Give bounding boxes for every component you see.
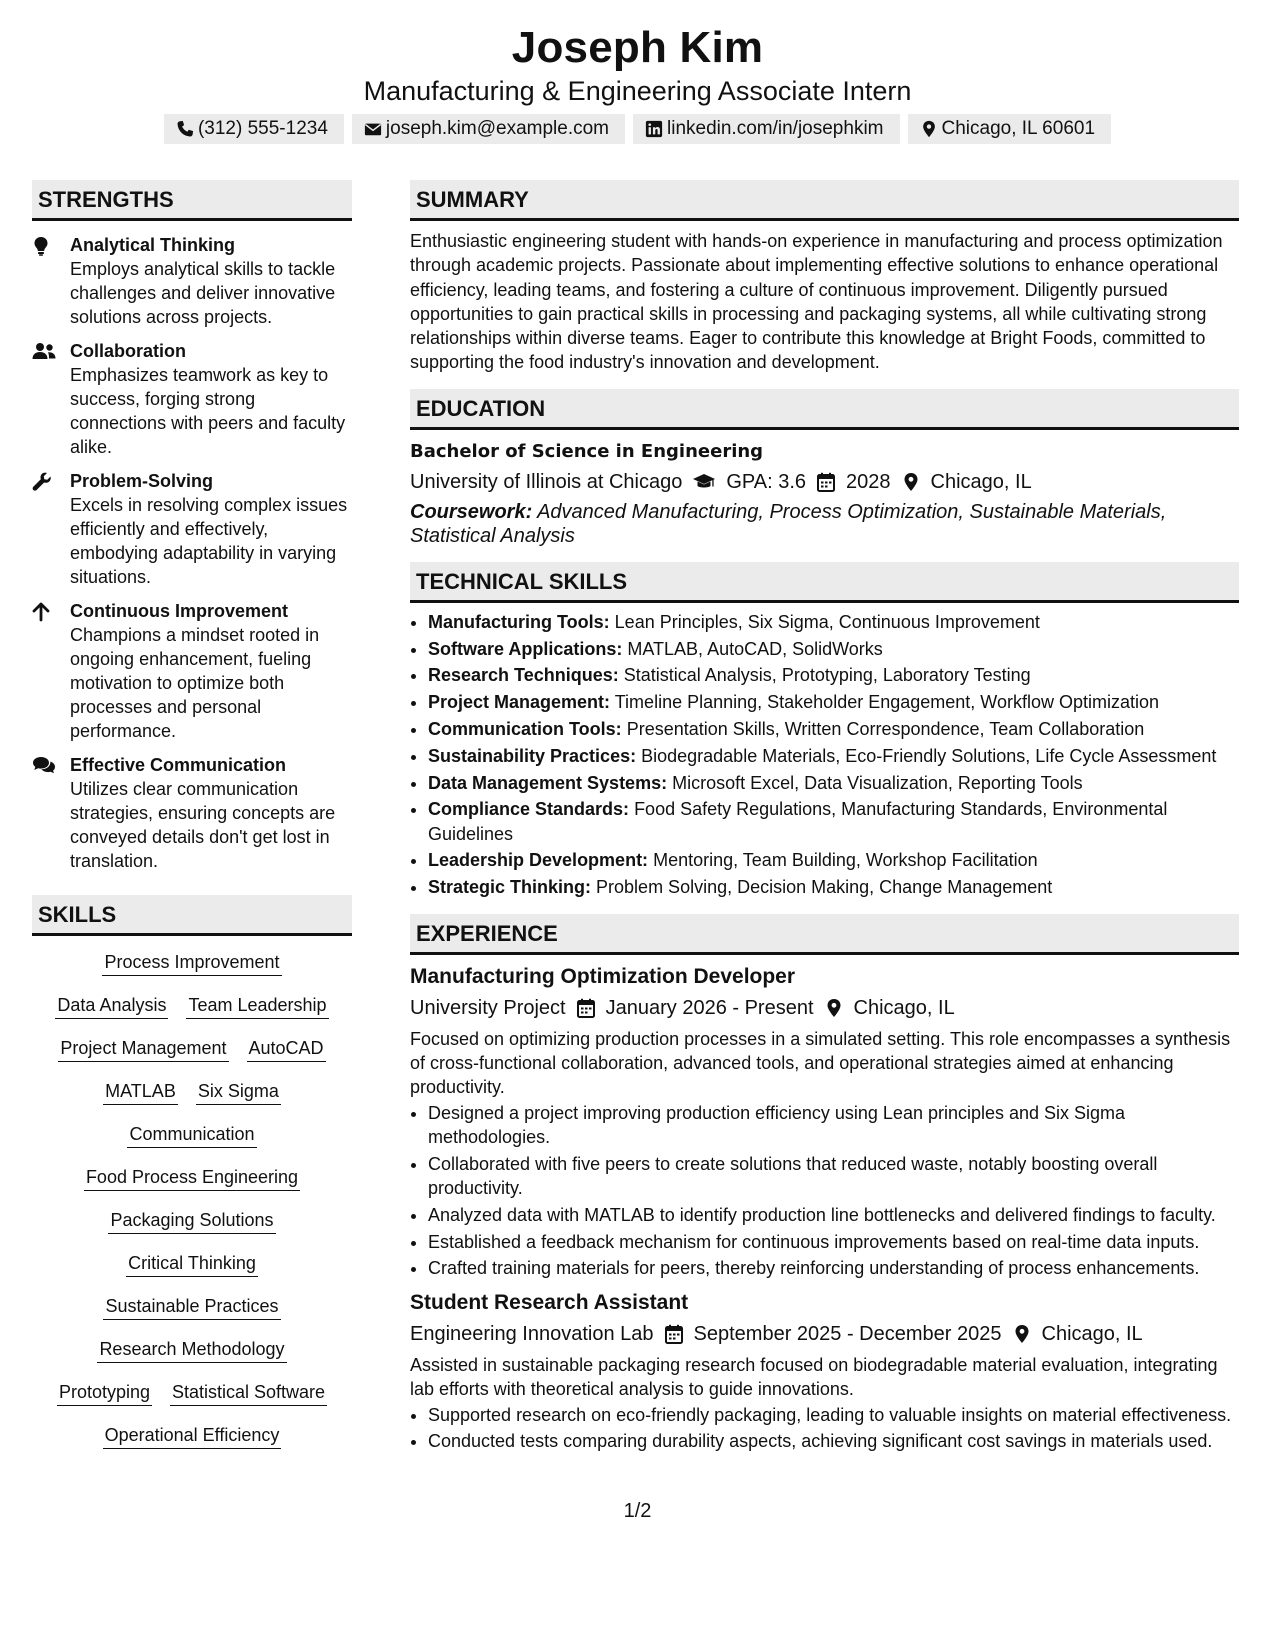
page-number: 1/2 xyxy=(623,1500,652,1522)
summary-heading: SUMMARY xyxy=(410,180,1239,221)
list-item xyxy=(428,875,1239,899)
technical-skills-heading: TECHNICAL SKILLS xyxy=(410,562,1239,603)
skill-tag: Prototyping xyxy=(57,1380,152,1406)
coursework xyxy=(410,500,1239,548)
skill-value: Biodegradable Materials, Eco-Friendly Solutions, Life Cycle Assessment xyxy=(641,745,1217,766)
strength-desc: Emphasizes teamwork as key to success, forging strong connections with peers and faculty alike. xyxy=(70,365,346,457)
skill-value: MATLAB, AutoCAD, SolidWorks xyxy=(627,638,883,659)
contact-email-text: joseph.kim@example.com xyxy=(385,118,609,139)
list-item xyxy=(428,690,1239,714)
job-description: Focused on optimizing production processes in a simulated setting. This role encompasses a synthesis of cross-functional collaboration, advanced tools, and operational strategies aimed at enhancing productivity. xyxy=(410,1028,1231,1097)
list-item: • Crafted training materials for peers, thereby reinforcing understanding of process enhancements. xyxy=(428,1256,1239,1280)
school-name: University of Illinois at Chicago xyxy=(410,470,683,493)
strength-title: Continuous Improvement xyxy=(70,601,289,621)
skill-value: Statistical Analysis, Prototyping, Laboratory Testing xyxy=(623,665,1031,686)
skill-label: Research Techniques: xyxy=(428,665,619,686)
job-meta xyxy=(410,1319,1239,1349)
technical-skills-list xyxy=(410,610,1239,900)
job-bullets xyxy=(410,1101,1239,1281)
list-item xyxy=(428,848,1239,872)
contact-phone[interactable] xyxy=(164,114,344,144)
list-item: • Conducted tests comparing durability aspects, achieving significant cost savings in materials used. xyxy=(428,1429,1239,1453)
wrench-icon xyxy=(32,472,52,492)
envelope-icon xyxy=(364,120,382,138)
job-title: Manufacturing Optimization Developer xyxy=(410,964,796,988)
job-location: Chicago, IL xyxy=(1041,1322,1143,1345)
skill-tag: Communication xyxy=(127,1122,256,1148)
graduation-cap-icon xyxy=(692,472,716,492)
map-pin-icon xyxy=(1012,1324,1032,1344)
map-pin-icon xyxy=(920,120,938,138)
skill-tag: Statistical Software xyxy=(170,1380,327,1406)
strength-item xyxy=(32,469,352,589)
skill-tag: MATLAB xyxy=(103,1079,178,1105)
skill-tag: Packaging Solutions xyxy=(108,1208,275,1234)
education-section xyxy=(410,389,1239,548)
skill-tag: Team Leadership xyxy=(186,993,328,1019)
arrow-up-icon xyxy=(32,602,50,622)
skill-label: Communication Tools: xyxy=(428,718,622,739)
strength-desc: Champions a mindset rooted in ongoing enhancement, fueling motivation to optimize both processes and personal performance. xyxy=(70,625,320,741)
contact-linkedin-text: linkedin.com/in/josephkim xyxy=(667,118,884,139)
job-title: Student Research Assistant xyxy=(410,1290,689,1314)
strength-title: Effective Communication xyxy=(70,755,287,775)
skill-tag: Operational Efficiency xyxy=(103,1423,282,1449)
phone-icon xyxy=(176,120,194,138)
skill-tag: Project Management xyxy=(58,1036,228,1062)
experience-heading: EXPERIENCE xyxy=(410,914,1239,955)
skill-tag: Six Sigma xyxy=(196,1079,281,1105)
skill-tag: Data Analysis xyxy=(55,993,168,1019)
resume-columns xyxy=(32,180,1243,1468)
skill-tag: Critical Thinking xyxy=(126,1251,258,1277)
technical-skills-section xyxy=(410,562,1239,900)
job-org: Engineering Innovation Lab xyxy=(410,1322,654,1345)
lightbulb-icon xyxy=(32,236,50,256)
calendar-icon xyxy=(816,472,836,492)
job-dates: January 2026 - Present xyxy=(605,996,814,1019)
skill-value: Mentoring, Team Building, Workshop Facilitation xyxy=(653,850,1038,871)
job-location: Chicago, IL xyxy=(853,996,955,1019)
experience-section xyxy=(410,914,1239,1454)
left-column xyxy=(32,180,352,1468)
skill-tag: Process Improvement xyxy=(102,950,281,976)
strength-desc: Utilizes clear communication strategies, ensuring concepts are conveyed details don't get lost in translation. xyxy=(70,779,336,871)
resume-header xyxy=(0,0,1275,144)
job-bullets xyxy=(410,1403,1239,1454)
skill-value: Lean Principles, Six Sigma, Continuous Improvement xyxy=(614,611,1040,632)
education-heading: EDUCATION xyxy=(410,389,1239,430)
job-org: University Project xyxy=(410,996,566,1019)
coursework-label: Coursework: xyxy=(410,500,533,523)
linkedin-icon xyxy=(645,120,663,138)
calendar-icon xyxy=(576,998,596,1018)
skill-label: Compliance Standards: xyxy=(428,799,630,820)
skills-heading: SKILLS xyxy=(32,895,352,936)
strength-item xyxy=(32,339,352,459)
skill-value: Presentation Skills, Written Correspondence, Team Collaboration xyxy=(626,718,1145,739)
education-meta xyxy=(410,467,1239,497)
skill-label: Software Applications: xyxy=(428,638,623,659)
skill-label: Project Management: xyxy=(428,692,611,713)
skill-tag: Food Process Engineering xyxy=(84,1165,300,1191)
list-item xyxy=(428,717,1239,741)
strength-desc: Employs analytical skills to tackle challenges and deliver innovative solutions across projects. xyxy=(70,259,336,327)
skill-value: Problem Solving, Decision Making, Change Management xyxy=(596,877,1053,898)
skill-tag: AutoCAD xyxy=(247,1036,326,1062)
summary-section xyxy=(410,180,1239,375)
contact-email[interactable] xyxy=(352,114,625,144)
strength-item xyxy=(32,753,352,873)
skill-label: Strategic Thinking: xyxy=(428,877,592,898)
list-item xyxy=(428,637,1239,661)
map-pin-icon xyxy=(901,472,921,492)
list-item xyxy=(428,610,1239,634)
contact-bar xyxy=(0,114,1275,144)
skill-value: Timeline Planning, Stakeholder Engagement, Workflow Optimization xyxy=(614,692,1160,713)
strength-desc: Excels in resolving complex issues efficiently and effectively, embodying adaptability in varying situations. xyxy=(70,495,348,587)
list-item xyxy=(428,663,1239,687)
strength-item xyxy=(32,599,352,743)
graduation-year: 2028 xyxy=(846,470,891,493)
skill-label: Manufacturing Tools: xyxy=(428,611,610,632)
users-icon xyxy=(32,342,56,360)
job-meta xyxy=(410,993,1239,1023)
strength-item xyxy=(32,233,352,329)
skills-list xyxy=(32,936,352,1449)
contact-phone-text: (312) 555-1234 xyxy=(197,118,328,139)
skill-value: Microsoft Excel, Data Visualization, Reporting Tools xyxy=(672,772,1083,793)
candidate-name: Joseph Kim xyxy=(511,23,764,72)
job-entry xyxy=(410,1289,1239,1454)
strength-title: Problem-Solving xyxy=(70,471,214,491)
job-description: Assisted in sustainable packaging research focused on biodegradable material evaluation, integrating lab efforts with theoretical analysis to guide innovations. xyxy=(410,1354,1218,1399)
summary-text: Enthusiastic engineering student with hands-on experience in manufacturing and process optimization through academic projects. Passionate about implementing effective solutions to enhance operational efficiency, leading teams, and fostering a culture of continuous improvement. Diligently pursued opportunities to gain practical skills in processing and packaging systems, all while cultivating strong relationships within diverse teams. Eager to contribute this knowledge at Bright Foods, committed to supporting the food industry's innovation and development. xyxy=(410,231,1223,373)
job-entry xyxy=(410,963,1239,1281)
list-item: • Designed a project improving production efficiency using Lean principles and Six Sigma methodologies. xyxy=(428,1101,1239,1150)
strength-title: Collaboration xyxy=(70,341,186,361)
skill-value: Food Safety Regulations, Manufacturing Standards, Environmental Guidelines xyxy=(428,799,1168,844)
contact-linkedin[interactable] xyxy=(633,114,900,144)
degree-title: Bachelor of Science in Engineering xyxy=(410,440,764,462)
coursework-list: Advanced Manufacturing, Process Optimization, Sustainable Materials, Statistical Analysis xyxy=(410,500,1167,547)
list-item: • Established a feedback mechanism for continuous improvements based on real-time data inputs. xyxy=(428,1230,1239,1254)
contact-location-text: Chicago, IL 60601 xyxy=(941,118,1096,139)
list-item xyxy=(428,771,1239,795)
right-column xyxy=(410,180,1239,1468)
strengths-heading: STRENGTHS xyxy=(32,180,352,221)
gpa: GPA: 3.6 xyxy=(726,470,807,493)
skill-tag: Research Methodology xyxy=(97,1337,286,1363)
strength-title: Analytical Thinking xyxy=(70,235,236,255)
calendar-icon xyxy=(664,1324,684,1344)
list-item: • Analyzed data with MATLAB to identify production line bottlenecks and delivered findings to faculty. xyxy=(428,1203,1239,1227)
map-pin-icon xyxy=(824,998,844,1018)
list-item: • Collaborated with five peers to create solutions that reduced waste, notably boosting overall productivity. xyxy=(428,1152,1239,1201)
skill-label: Data Management Systems: xyxy=(428,772,668,793)
list-item xyxy=(428,744,1239,768)
skill-tag: Sustainable Practices xyxy=(103,1294,280,1320)
job-dates: September 2025 - December 2025 xyxy=(693,1322,1002,1345)
candidate-title: Manufacturing & Engineering Associate Intern xyxy=(363,76,912,106)
skill-label: Leadership Development: xyxy=(428,850,649,871)
chat-bubbles-icon xyxy=(32,756,56,774)
contact-location xyxy=(908,114,1112,144)
education-location: Chicago, IL xyxy=(930,470,1032,493)
skill-label: Sustainability Practices: xyxy=(428,745,637,766)
list-item: • Supported research on eco-friendly packaging, leading to valuable insights on material effectiveness. xyxy=(428,1403,1239,1427)
list-item xyxy=(428,797,1239,846)
